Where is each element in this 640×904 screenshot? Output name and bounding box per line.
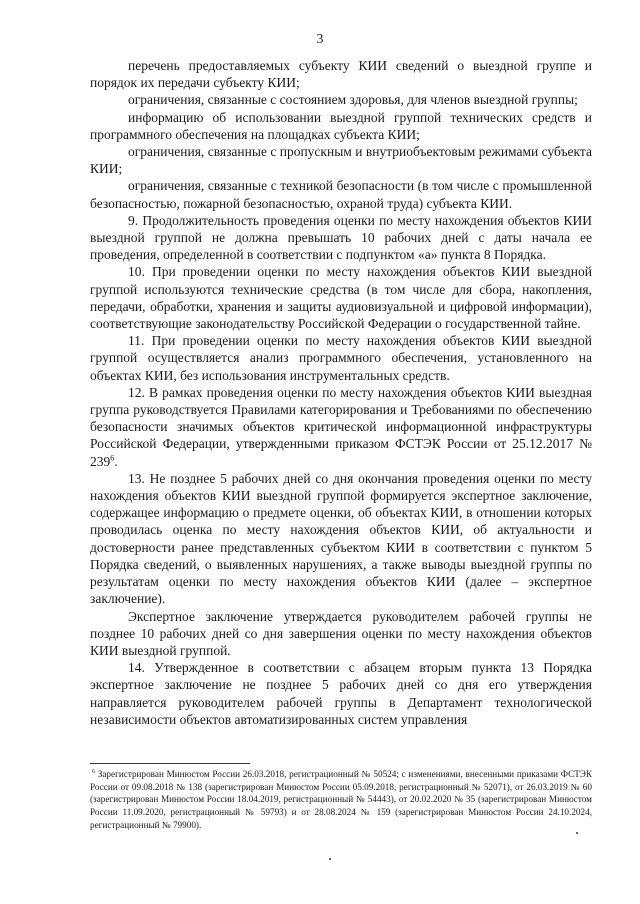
- clause-10: 10. При проведении оценки по месту нахождения объектов КИИ выездной группой используются технические средства (в том числе для сбора, накопления, передачи, обработки, хранения и защиты аудиовизуальной и цифровой информации), соответствующие законодательству Российской Федерации о государственной тайне.: [90, 264, 592, 332]
- clause-13: 13. Не позднее 5 рабочих дней со дня окончания проведения оценки по месту нахождения объектов КИИ выездной группой формируется экспертное заключение, содержащее информацию о предмете оценки, об объектах КИИ, в отношении которых проводилась оценка по месту нахождения объектов КИИ, об актуальности и достоверности ранее представленных субъектом КИИ в соответствии с пунктом 5 Порядка сведений, о выявленных нарушениях, а также выводы выездной группы по результатам оценки по месту нахождения объектов КИИ (далее – экспертное заключение).: [90, 470, 592, 607]
- scan-speck: [576, 832, 578, 834]
- clause-12-text: 12. В рамках проведения оценки по месту нахождения объектов КИИ выездная группа руководствуется Правилами категорирования и Требованиями по обеспечению безопасности значимых объектов критической информационной инфраструктуры Российской Федерации, утвержденными приказом ФСТЭК России от 25.12.2017 № 239: [90, 384, 592, 469]
- footnote-divider: [90, 763, 250, 764]
- clause-12-end: .: [114, 453, 118, 469]
- list-item-technical-means: информацию об использовании выездной группой технических средств и программного обеспечения на площадках субъекта КИИ;: [90, 109, 592, 142]
- list-item-group-info: перечень предоставляемых субъекту КИИ сведений о выездной группе и порядок их передачи субъекту КИИ;: [90, 58, 592, 91]
- list-item-access-regime: ограничения, связанные с пропускным и внутриобъектовым режимами субъекта КИИ;: [90, 144, 592, 177]
- page-number: 3: [316, 31, 324, 46]
- clause-9: 9. Продолжительность проведения оценки по месту нахождения объектов КИИ выездной группой не должна превышать 10 рабочих дней с даты начала ее проведения, определенной в соответствии с подпунктом «а» пункта 8 Порядка.: [90, 212, 592, 263]
- clause-12: [90, 384, 592, 470]
- clause-13-approval: Экспертное заключение утверждается руководителем рабочей группы не позднее 10 рабочих дней со дня завершения оценки по месту нахождения объектов КИИ выездной группой.: [90, 608, 592, 658]
- clause-11: 11. При проведении оценки по месту нахождения объектов КИИ выездной группой осуществляется анализ программного обеспечения, установленного на объектах КИИ, без использования инструментальных средств.: [90, 333, 592, 383]
- footnote-reference: 6: [110, 453, 115, 463]
- list-item-health-restrictions: ограничения, связанные с состоянием здоровья, для членов выездной группы;: [128, 92, 578, 108]
- footnote-mark: 6: [92, 768, 95, 775]
- footnote-text: Зарегистрирован Минюстом России 26.03.2018, регистрационный № 50524; с изменениями, внесенными приказами ФСТЭК России от 09.08.2018 № 138 (зарегистрирован Минюстом России 05.09.2018, регистрационный № 52071), от 26.03.2019 № 60 (зарегистрирован Минюстом России 18.04.2019, регистрационный № 54443), от 20.02.2020 № 35 (зарегистрирован Минюстом России 11.09.2020, регистрационный № 59793) и от 28.08.2024 № 159 (зарегистрирован Минюстом России 24.10.2024, регистрационный № 79900).: [90, 769, 592, 830]
- list-item-safety-restrictions: ограничения, связанные с техникой безопасности (в том числе с промышленной безопасностью, пожарной безопасностью, охраной труда) субъекта КИИ.: [90, 178, 592, 211]
- clause-14: 14. Утвержденное в соответствии с абзацем вторым пункта 13 Порядка экспертное заключение не позднее 5 рабочих дней со дня его утверждения направляется руководителем рабочей группы в Департамент технологической независимости объектов автоматизированных систем управления: [90, 660, 592, 727]
- footnote: [90, 768, 592, 832]
- scan-speck: [329, 858, 331, 860]
- document-body: [90, 57, 592, 728]
